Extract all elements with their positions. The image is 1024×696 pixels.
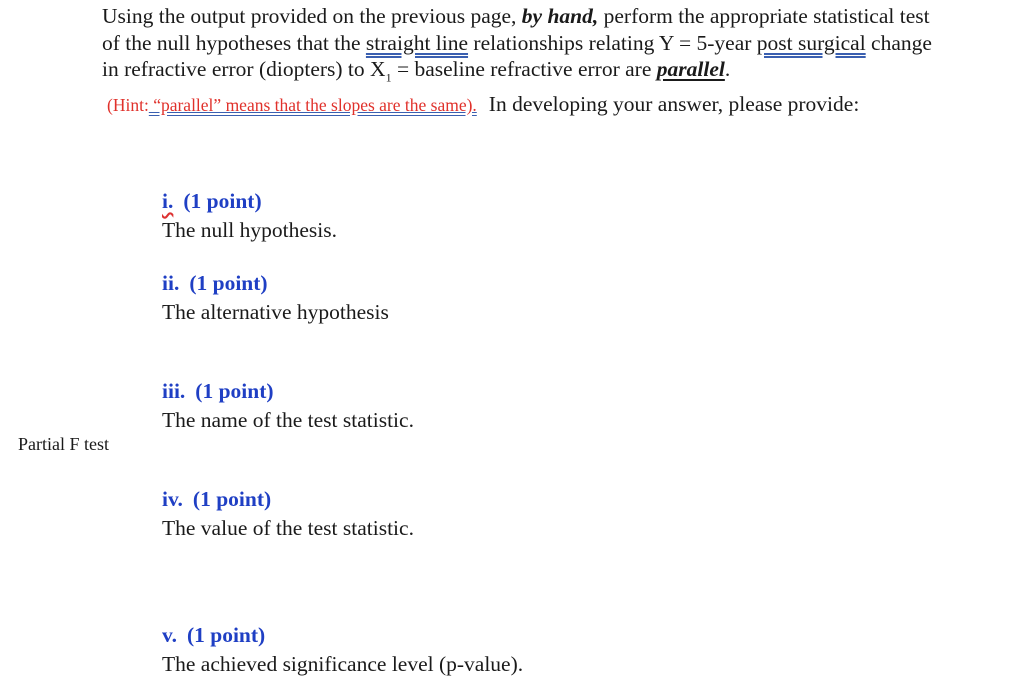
hint-label: (Hint: — [107, 94, 149, 115]
subscript: 1 — [385, 70, 392, 85]
intro-text: . — [724, 57, 731, 81]
intro-text: Using the output provided on the previous page, — [102, 4, 522, 28]
hint-text — [107, 95, 477, 115]
intro-text: = baseline refractive error are — [391, 57, 657, 81]
intro-line-1 — [102, 3, 1014, 30]
item-points: (1 point) — [195, 379, 274, 403]
intro-line-2 — [102, 30, 1014, 57]
intro-text: of the null hypotheses that the — [102, 30, 366, 55]
item-label — [162, 485, 414, 513]
question-item-iv — [162, 485, 414, 543]
emphasis-parallel: parallel — [656, 57, 725, 81]
intro-text: relationships relating Y = 5-year — [468, 30, 757, 55]
item-label — [162, 269, 389, 297]
underlined-post-surgical: post surgical — [756, 30, 866, 55]
item-description: The null hypothesis. — [162, 218, 337, 242]
item-number: ii. — [162, 271, 180, 295]
intro-text: change — [865, 30, 932, 55]
item-description: The alternative hypothesis — [162, 300, 389, 324]
hint-body: “parallel” means that the slopes are the same). — [148, 94, 477, 115]
question-item-iii — [162, 377, 414, 435]
item-number: iv. — [162, 487, 183, 511]
question-item-i — [162, 187, 337, 245]
item-description: The value of the test statistic. — [162, 516, 414, 540]
emphasis-by-hand: by hand, — [521, 4, 599, 28]
underlined-straight-line: straight line — [365, 30, 469, 55]
item-number: v. — [162, 623, 177, 647]
item-points: (1 point) — [183, 189, 262, 213]
item-description: The name of the test statistic. — [162, 408, 414, 432]
intro-line-3 — [102, 56, 1014, 91]
handwritten-answer: Partial F test — [18, 434, 109, 454]
item-points: (1 point) — [186, 623, 266, 647]
intro-text: in refractive error (diopters) to X — [102, 57, 386, 81]
item-points: (1 point) — [192, 487, 272, 511]
item-label — [162, 377, 414, 405]
question-item-ii — [162, 269, 389, 327]
question-item-v — [162, 621, 523, 679]
intro-text: perform the appropriate statistical test — [598, 4, 930, 28]
item-label — [162, 187, 337, 215]
intro-line-4 — [102, 91, 1014, 119]
intro-text: In developing your answer, please provide: — [488, 91, 860, 116]
item-number: iii. — [162, 379, 186, 403]
item-points: (1 point) — [189, 271, 268, 295]
item-number: i. — [162, 189, 174, 213]
item-label — [162, 621, 523, 649]
item-description: The achieved significance level (p-value). — [162, 652, 524, 676]
question-intro — [102, 3, 1014, 118]
